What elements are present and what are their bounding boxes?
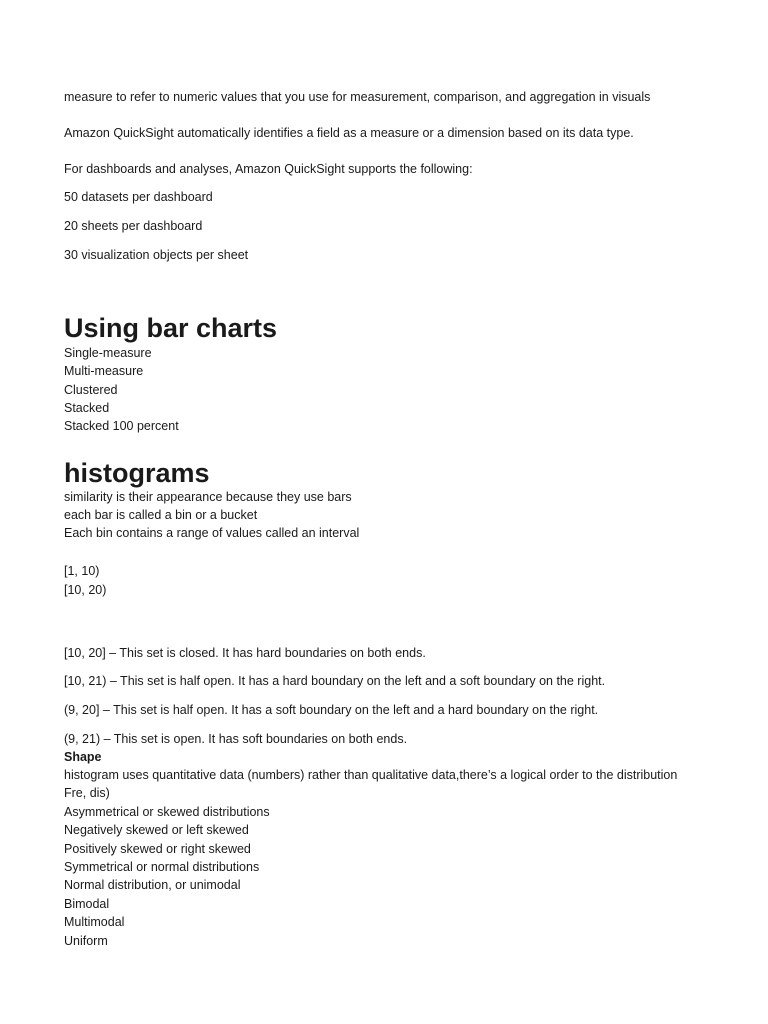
histogram-note: each bar is called a bin or a bucket — [64, 508, 258, 522]
intro-paragraph-identification: Amazon QuickSight automatically identifies a field as a measure or a dimension based on its data type. — [64, 126, 634, 140]
distribution-item: Uniform — [64, 934, 108, 948]
limit-sheets: 20 sheets per dashboard — [64, 219, 203, 233]
bar-chart-type: Clustered — [64, 383, 118, 397]
histogram-note: similarity is their appearance because they use bars — [64, 490, 352, 504]
distribution-item: Positively skewed or right skewed — [64, 842, 251, 856]
set-half-open-left: (9, 20] – This set is half open. It has a soft boundary on the left and a hard boundary on the right. — [64, 703, 599, 717]
bar-chart-type: Stacked — [64, 401, 110, 415]
shape-text: histogram uses quantitative data (numbers) rather than qualitative data,there’s a logical order to the distribution — [64, 768, 678, 782]
intro-paragraph-measure: measure to refer to numeric values that you use for measurement, comparison, and aggregation in visuals — [64, 90, 651, 104]
bar-chart-type: Single-measure — [64, 346, 152, 360]
shape-note: Fre, dis) — [64, 786, 110, 800]
shape-label: Shape — [64, 750, 102, 764]
histogram-note: Each bin contains a range of values called an interval — [64, 526, 360, 540]
document-page — [64, 0, 694, 1024]
distribution-item: Negatively skewed or left skewed — [64, 823, 249, 837]
interval-example: [10, 20) — [64, 583, 107, 597]
distribution-item: Multimodal — [64, 915, 125, 929]
interval-example: [1, 10) — [64, 564, 100, 578]
limit-datasets: 50 datasets per dashboard — [64, 190, 213, 204]
distribution-item: Normal distribution, or unimodal — [64, 878, 241, 892]
limit-visualizations: 30 visualization objects per sheet — [64, 248, 249, 262]
heading-histograms: histograms — [64, 458, 210, 488]
bar-chart-type: Stacked 100 percent — [64, 419, 179, 433]
distribution-item: Bimodal — [64, 897, 110, 911]
distribution-item: Symmetrical or normal distributions — [64, 860, 260, 874]
distribution-item: Asymmetrical or skewed distributions — [64, 805, 270, 819]
heading-bar-charts: Using bar charts — [64, 313, 278, 343]
set-half-open-right: [10, 21) – This set is half open. It has a hard boundary on the left and a soft boundary on the right. — [64, 674, 606, 688]
intro-paragraph-supports: For dashboards and analyses, Amazon QuickSight supports the following: — [64, 162, 473, 176]
set-closed: [10, 20] – This set is closed. It has hard boundaries on both ends. — [64, 646, 426, 660]
set-open: (9, 21) – This set is open. It has soft boundaries on both ends. — [64, 732, 408, 746]
bar-chart-type: Multi-measure — [64, 364, 144, 378]
